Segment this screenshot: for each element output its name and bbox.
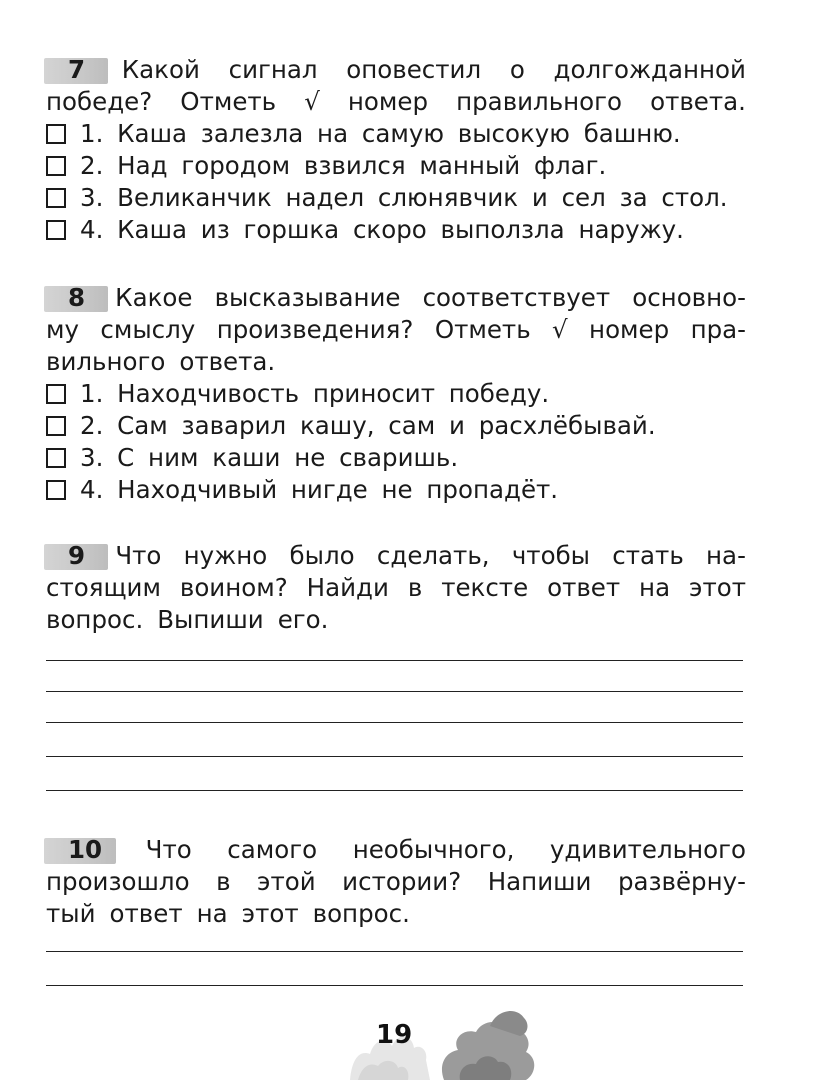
checkmark-icon: √: [304, 87, 320, 116]
question-word: на: [639, 573, 671, 602]
question-8: [46, 282, 746, 506]
question-number: 8: [44, 282, 93, 314]
question-word: сделать,: [376, 541, 490, 570]
question-word: вопрос.: [312, 899, 410, 928]
question-7-line-1: [46, 54, 746, 86]
question-word: номер: [347, 87, 429, 116]
question-word: смыслу: [100, 315, 196, 344]
answer-line[interactable]: [46, 691, 743, 692]
question-7-line-2: [46, 86, 746, 118]
question-9-line-2: [46, 572, 746, 604]
question-word: Напиши: [487, 867, 592, 896]
question-word: му: [46, 315, 79, 344]
answer-option: [46, 410, 746, 442]
question-word: ответа.: [650, 87, 746, 116]
question-10-line-3: [46, 898, 746, 930]
question-word: удивительного: [549, 835, 746, 864]
question-word: сигнал: [228, 55, 318, 84]
answer-option-text: 4. Каша из горшка скоро выползла наружу.: [80, 215, 684, 244]
question-10-line-2: [46, 866, 746, 898]
question-word: в: [407, 573, 423, 602]
answer-line[interactable]: [46, 985, 743, 986]
answer-line[interactable]: [46, 951, 743, 952]
answer-option: [46, 118, 746, 150]
question-number: 9: [44, 540, 93, 572]
answer-option-text: 3. Великанчик надел слюнявчик и сел за стол.: [80, 183, 728, 212]
answer-checkbox[interactable]: [46, 480, 66, 500]
answer-option-text: 1. Находчивость приносит победу.: [80, 379, 550, 408]
page-footer: [340, 1000, 540, 1080]
question-word: долгожданной: [553, 55, 746, 84]
question-9-line-1: [46, 540, 746, 572]
question-word: Отметь: [180, 87, 277, 116]
question-word: этой: [257, 867, 316, 896]
answer-checkbox[interactable]: [46, 188, 66, 208]
question-8-line-3: [46, 346, 746, 378]
answer-line[interactable]: [46, 660, 743, 661]
answer-option: [46, 182, 746, 214]
question-word: Что: [115, 541, 162, 570]
question-word: произошло: [46, 867, 190, 896]
question-word: ответ: [109, 899, 183, 928]
answer-checkbox[interactable]: [46, 448, 66, 468]
question-word: пра-: [690, 315, 746, 344]
question-word: истории?: [342, 867, 462, 896]
question-word: Что: [145, 835, 192, 864]
question-word: ответа.: [179, 347, 276, 376]
question-8-line-2: [46, 314, 746, 346]
question-word: высказывание: [214, 283, 401, 312]
question-9-line-3: [46, 604, 746, 636]
question-word: нужно: [183, 541, 268, 570]
question-word: его.: [277, 605, 329, 634]
answer-checkbox[interactable]: [46, 156, 66, 176]
question-word: развёрну-: [617, 867, 746, 896]
decorative-splash-icon: [340, 1000, 540, 1080]
answer-option: [46, 442, 746, 474]
question-word: самого: [227, 835, 318, 864]
question-word: победе?: [46, 87, 153, 116]
question-word: основно-: [632, 283, 746, 312]
question-10-line-1: [46, 834, 746, 866]
question-word: вопрос.: [46, 605, 144, 634]
answer-checkbox[interactable]: [46, 384, 66, 404]
question-word: номер: [589, 315, 670, 344]
answer-option-text: 2. Сам заварил кашу, сам и расхлёбывай.: [80, 411, 656, 440]
question-word: о: [509, 55, 525, 84]
question-word: правильного: [456, 87, 623, 116]
question-word: произведения?: [216, 315, 414, 344]
question-8-line-1: [46, 282, 746, 314]
answer-option-text: 1. Каша залезла на самую высокую башню.: [80, 119, 681, 148]
question-word: этот: [241, 899, 299, 928]
question-word: Найди: [306, 573, 389, 602]
question-number: 7: [44, 54, 93, 86]
answer-line[interactable]: [46, 722, 743, 723]
question-word: стоящим: [46, 573, 161, 602]
question-word: чтобы: [511, 541, 591, 570]
question-word: Отметь: [434, 315, 531, 344]
answer-option-text: 4. Находчивый нигде не пропадёт.: [80, 475, 559, 504]
question-word: ответ: [547, 573, 621, 602]
answer-option: [46, 378, 746, 410]
question-word: на: [196, 899, 228, 928]
question-word: было: [289, 541, 355, 570]
answer-option: [46, 474, 746, 506]
question-word: в: [216, 867, 231, 896]
question-word: этот: [689, 573, 746, 602]
checkmark-icon: √: [552, 315, 568, 344]
question-7: [46, 54, 746, 246]
answer-option-text: 2. Над городом взвился манный флаг.: [80, 151, 607, 180]
answer-option: [46, 214, 746, 246]
question-word: Какое: [115, 283, 193, 312]
question-word: воином?: [179, 573, 288, 602]
question-word: необычного,: [352, 835, 515, 864]
page-number: 19: [376, 1020, 413, 1050]
question-word: Какой: [121, 55, 200, 84]
question-word: Выпиши: [157, 605, 264, 634]
answer-checkbox[interactable]: [46, 220, 66, 240]
question-word: вильного: [46, 347, 166, 376]
question-word: оповестил: [346, 55, 482, 84]
answer-checkbox[interactable]: [46, 416, 66, 436]
question-word: на-: [706, 541, 746, 570]
question-9: [46, 540, 746, 636]
answer-option: [46, 150, 746, 182]
answer-line[interactable]: [46, 790, 743, 791]
question-10: [46, 834, 746, 930]
answer-option-text: 3. С ним каши не сваришь.: [80, 443, 459, 472]
question-word: стать: [612, 541, 684, 570]
question-word: соответствует: [422, 283, 611, 312]
question-word: тексте: [441, 573, 529, 602]
answer-line[interactable]: [46, 756, 743, 757]
question-word: тый: [46, 899, 96, 928]
answer-checkbox[interactable]: [46, 124, 66, 144]
question-number: 10: [44, 834, 110, 866]
